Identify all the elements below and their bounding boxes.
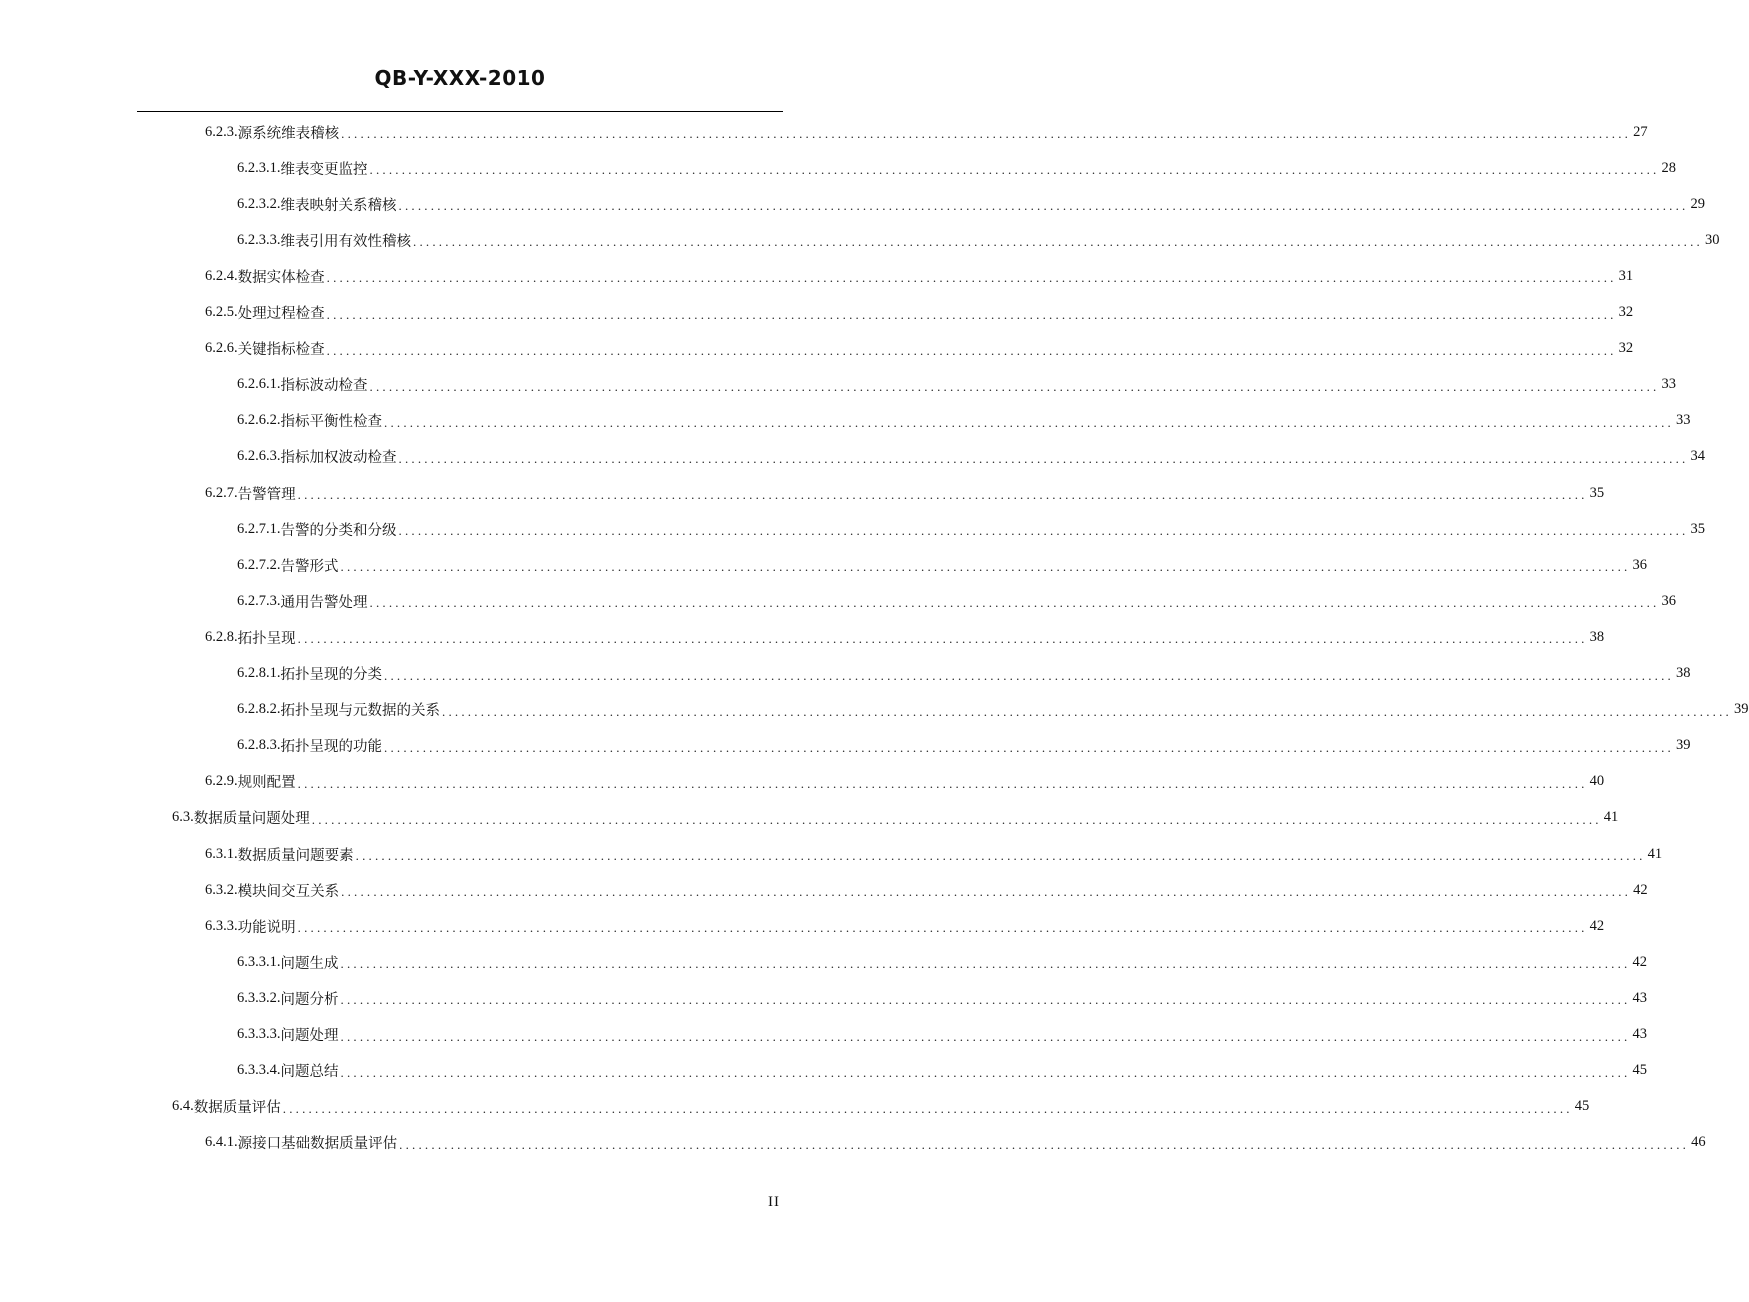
- toc-entry-page: 42: [1589, 917, 1605, 934]
- toc-entry-number: 6.2.8.2.: [237, 701, 281, 718]
- toc-entry-number: 6.2.6.1.: [237, 376, 281, 393]
- toc-entry-page: 27: [1633, 123, 1648, 140]
- toc-entry-number: 6.2.3.: [205, 123, 238, 140]
- toc-entry-page: 28: [1661, 159, 1676, 176]
- toc-dot-leader: ........................................................................................................................................................................................................: [398, 523, 1689, 539]
- toc-entry[interactable]: [205, 258, 1634, 294]
- toc-entry-number: 6.2.4.: [205, 267, 238, 284]
- toc-dot-leader: ........................................................................................................................................................................................................: [297, 775, 1588, 791]
- toc-entry-page: 36: [1632, 556, 1647, 573]
- toc-dot-leader: ........................................................................................................................................................................................................: [340, 559, 1631, 575]
- toc-entry-title: 关键指标检查: [237, 342, 325, 359]
- toc-dot-leader: ........................................................................................................................................................................................................: [297, 631, 1588, 647]
- toc-dot-leader: ........................................................................................................................................................................................................: [326, 306, 1617, 322]
- toc-entry-number: 6.3.: [172, 809, 194, 826]
- toc-entry-number: 6.3.3.4.: [237, 1062, 281, 1079]
- toc-dot-leader: ........................................................................................................................................................................................................: [340, 956, 1631, 972]
- toc-entry-number: 6.2.7.2.: [237, 556, 281, 573]
- toc-entry-page: 38: [1589, 628, 1605, 645]
- toc-entry-page: 36: [1661, 592, 1676, 609]
- toc-entry-title: 告警管理: [237, 486, 296, 503]
- toc-entry-number: 6.2.6.2.: [237, 412, 281, 429]
- toc-entry-title: 拓扑呈现: [237, 630, 296, 647]
- toc-entry-page: 41: [1603, 809, 1619, 826]
- toc-dot-leader: ........................................................................................................................................................................................................: [399, 1136, 1690, 1152]
- toc-entry-page: 39: [1676, 737, 1691, 754]
- toc-dot-leader: ........................................................................................................................................................................................................: [340, 1064, 1631, 1080]
- toc-entry[interactable]: [237, 656, 1691, 692]
- toc-entry[interactable]: [237, 1017, 1647, 1053]
- toc-dot-leader: ........................................................................................................................................................................................................: [355, 848, 1646, 863]
- toc-entry[interactable]: [205, 872, 1648, 908]
- toc-dot-leader: ........................................................................................................................................................................................................: [297, 487, 1588, 502]
- toc-entry-page: 43: [1632, 989, 1647, 1006]
- toc-entry[interactable]: [205, 1125, 1706, 1161]
- header-divider: [137, 111, 783, 112]
- toc-dot-leader: ........................................................................................................................................................................................................: [340, 1028, 1631, 1044]
- toc-entry-title: 数据质量评估: [193, 1100, 281, 1117]
- document-code-header: QB-Y-XXX-2010: [374, 66, 546, 90]
- toc-entry-number: 6.2.3.3.: [237, 231, 281, 248]
- toc-entry[interactable]: [237, 439, 1705, 475]
- toc-entry-title: 源接口基础数据质量评估: [237, 1136, 398, 1153]
- toc-entry-title: 问题处理: [280, 1028, 339, 1044]
- toc-dot-leader: ........................................................................................................................................................................................................: [442, 703, 1732, 719]
- toc-entry-title: 问题分析: [280, 991, 339, 1008]
- toc-entry[interactable]: [237, 728, 1691, 764]
- toc-dot-leader: ........................................................................................................................................................................................................: [326, 270, 1617, 286]
- toc-entry-page: 38: [1676, 665, 1691, 681]
- toc-entry-title: 数据质量问题处理: [193, 811, 310, 828]
- toc-dot-leader: ........................................................................................................................................................................................................: [398, 198, 1689, 214]
- toc-dot-leader: ........................................................................................................................................................................................................: [369, 162, 1660, 178]
- toc-entry-page: 35: [1690, 520, 1705, 537]
- toc-dot-leader: ........................................................................................................................................................................................................: [341, 126, 1632, 141]
- toc-entry-number: 6.3.3.2.: [237, 989, 281, 1006]
- toc-entry-title: 通用告警处理: [280, 594, 368, 611]
- toc-entry-title: 模块间交互关系: [237, 883, 340, 900]
- toc-entry-number: 6.2.8.3.: [237, 737, 281, 754]
- toc-entry-title: 告警形式: [280, 558, 339, 575]
- toc-entry-title: 问题总结: [280, 1064, 339, 1081]
- toc-entry-title: 功能说明: [237, 919, 296, 936]
- toc-dot-leader: ........................................................................................................................................................................................................: [340, 992, 1631, 1008]
- toc-entry[interactable]: [205, 764, 1605, 800]
- toc-entry-page: 34: [1690, 448, 1705, 465]
- toc-entry-title: 规则配置: [237, 775, 296, 792]
- toc-entry-title: 数据质量问题要素: [237, 847, 354, 864]
- toc-entry-title: 维表变更监控: [280, 161, 368, 178]
- toc-entry[interactable]: [205, 836, 1663, 872]
- toc-dot-leader: ........................................................................................................................................................................................................: [384, 414, 1674, 430]
- toc-entry-number: 6.2.7.3.: [237, 592, 281, 609]
- toc-entry-page: 32: [1618, 340, 1634, 357]
- toc-entry-page: 45: [1632, 1062, 1647, 1079]
- toc-entry-number: 6.3.2.: [205, 881, 238, 898]
- toc-entry[interactable]: [237, 222, 1720, 258]
- toc-entry-title: 拓扑呈现与元数据的关系: [280, 703, 440, 720]
- toc-entry-title: 告警的分类和分级: [280, 522, 397, 539]
- toc-entry-page: 42: [1633, 881, 1648, 898]
- toc-dot-leader: ........................................................................................................................................................................................................: [282, 1100, 1573, 1116]
- toc-entry-number: 6.3.1.: [205, 845, 238, 862]
- toc-entry[interactable]: [237, 367, 1676, 403]
- toc-entry[interactable]: [205, 114, 1648, 150]
- toc-entry-title: 维表引用有效性稽核: [280, 233, 411, 250]
- toc-entry[interactable]: [205, 331, 1634, 367]
- toc-dot-leader: ........................................................................................................................................................................................................: [369, 595, 1660, 611]
- toc-entry-number: 6.2.3.2.: [237, 195, 281, 212]
- toc-dot-leader: ........................................................................................................................................................................................................: [384, 739, 1674, 755]
- toc-entry-number: 6.2.6.3.: [237, 448, 281, 465]
- toc-entry-page: 32: [1618, 304, 1634, 320]
- toc-entry-title: 问题生成: [280, 955, 339, 972]
- toc-entry-title: 拓扑呈现的分类: [280, 667, 382, 683]
- toc-dot-leader: ........................................................................................................................................................................................................: [297, 920, 1588, 936]
- toc-entry-title: 处理过程检查: [237, 306, 325, 322]
- toc-entry-page: 39: [1734, 701, 1749, 718]
- toc-entry-number: 6.2.8.: [205, 628, 238, 645]
- toc-entry[interactable]: [237, 980, 1647, 1016]
- toc-entry[interactable]: [205, 619, 1605, 655]
- toc-entry-title: 源系统维表稽核: [237, 125, 340, 142]
- toc-entry-page: 35: [1589, 484, 1605, 501]
- toc-entry[interactable]: [172, 1089, 1590, 1125]
- toc-entry[interactable]: [237, 186, 1705, 222]
- toc-entry-number: 6.2.7.1.: [237, 520, 281, 537]
- toc-entry[interactable]: [205, 908, 1605, 944]
- toc-entry[interactable]: [237, 511, 1705, 547]
- toc-entry-title: 拓扑呈现的功能: [280, 739, 382, 756]
- toc-entry-page: 30: [1705, 231, 1720, 248]
- toc-entry-number: 6.2.6.: [205, 340, 238, 357]
- toc-entry-page: 29: [1690, 195, 1705, 212]
- toc-entry-page: 41: [1647, 845, 1663, 862]
- toc-dot-leader: ........................................................................................................................................................................................................: [369, 378, 1660, 394]
- toc-entry-number: 6.4.: [172, 1098, 194, 1115]
- toc-entry-title: 数据实体检查: [237, 269, 325, 286]
- toc-entry[interactable]: [237, 1053, 1647, 1089]
- toc-entry-number: 6.4.1.: [205, 1134, 238, 1151]
- toc-entry-number: 6.2.5.: [205, 304, 238, 320]
- toc-entry[interactable]: [237, 692, 1749, 728]
- toc-entry-page: 40: [1589, 773, 1605, 790]
- toc-entry-number: 6.2.9.: [205, 773, 238, 790]
- toc-entry-page: 42: [1632, 953, 1647, 970]
- toc-entry-title: 指标平衡性检查: [280, 414, 382, 431]
- toc-entry[interactable]: [237, 150, 1676, 186]
- toc-entry-page: 45: [1574, 1098, 1590, 1115]
- toc-entry-number: 6.3.3.: [205, 917, 238, 934]
- toc-entry-page: 43: [1632, 1026, 1647, 1042]
- toc-entry[interactable]: [237, 583, 1676, 619]
- toc-dot-leader: ........................................................................................................................................................................................................: [326, 342, 1617, 358]
- toc-entry[interactable]: [205, 475, 1605, 511]
- toc-dot-leader: ........................................................................................................................................................................................................: [341, 884, 1632, 900]
- toc-entry[interactable]: [172, 800, 1619, 836]
- toc-entry[interactable]: [237, 944, 1647, 980]
- toc-entry[interactable]: [205, 295, 1634, 331]
- toc-entry[interactable]: [237, 547, 1647, 583]
- toc-entry-title: 指标波动检查: [280, 378, 368, 395]
- toc-dot-leader: ........................................................................................................................................................................................................: [384, 667, 1674, 683]
- toc-entry-number: 6.2.3.1.: [237, 159, 281, 176]
- toc-entry[interactable]: [237, 403, 1691, 439]
- toc-entry-page: 31: [1618, 267, 1634, 284]
- toc-entry-number: 6.2.8.1.: [237, 665, 281, 681]
- toc-entry-number: 6.2.7.: [205, 484, 238, 501]
- toc-entry-page: 46: [1691, 1134, 1706, 1151]
- toc-entry-page: 33: [1676, 412, 1691, 429]
- page-number-footer: II: [768, 1194, 780, 1210]
- toc-entry-title: 指标加权波动检查: [280, 450, 397, 467]
- toc-entry-page: 33: [1661, 376, 1676, 393]
- toc-dot-leader: ........................................................................................................................................................................................................: [398, 450, 1689, 466]
- toc-entry-title: 维表映射关系稽核: [280, 197, 397, 214]
- toc-dot-leader: ........................................................................................................................................................................................................: [413, 234, 1703, 250]
- toc-dot-leader: ........................................................................................................................................................................................................: [311, 811, 1602, 827]
- toc-entry-number: 6.3.3.1.: [237, 953, 281, 970]
- toc-entry-number: 6.3.3.3.: [237, 1026, 281, 1042]
